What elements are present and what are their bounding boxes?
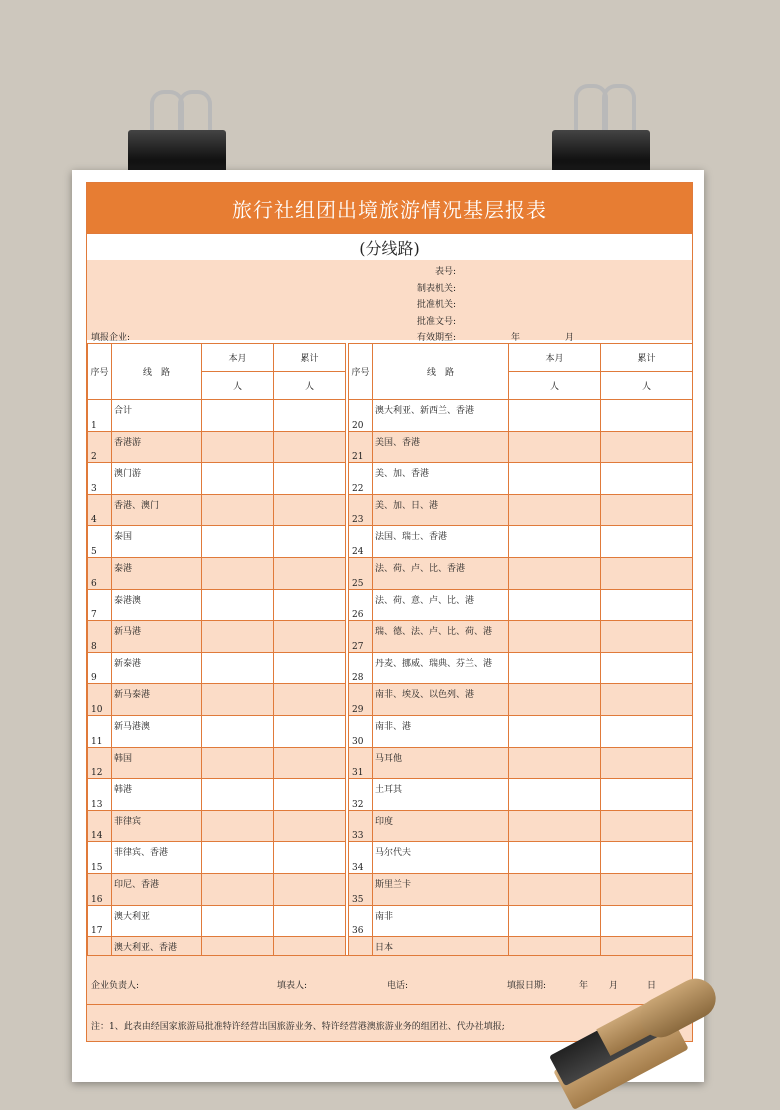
row-number: 2 <box>88 431 112 463</box>
cumulative-cell[interactable] <box>274 873 346 905</box>
row-number: 4 <box>88 494 112 526</box>
row-number: 28 <box>349 652 373 684</box>
table-row <box>349 747 693 779</box>
this-month-cell[interactable] <box>509 684 601 716</box>
phone-label: 电话: <box>387 981 409 991</box>
route-name: 法国、瑞士、香港 <box>373 526 509 558</box>
this-month-cell[interactable] <box>202 557 274 589</box>
report-info-block <box>87 260 692 343</box>
cumulative-cell[interactable] <box>601 463 693 495</box>
cumulative-cell[interactable] <box>274 589 346 621</box>
row-number: 1 <box>88 400 112 432</box>
this-month-cell[interactable] <box>202 905 274 937</box>
this-month-cell[interactable] <box>509 526 601 558</box>
table-row <box>349 652 693 684</box>
cumulative-cell[interactable] <box>601 589 693 621</box>
row-number: 24 <box>349 526 373 558</box>
info-year-label: 年 <box>511 333 521 343</box>
route-name: 新马港澳 <box>112 715 202 747</box>
report-frame <box>86 182 693 1042</box>
table-row <box>88 747 346 779</box>
this-month-cell[interactable] <box>202 494 274 526</box>
this-month-cell[interactable] <box>509 747 601 779</box>
this-month-cell[interactable] <box>202 842 274 874</box>
table-row <box>349 589 693 621</box>
row-number: 21 <box>349 431 373 463</box>
table-row <box>349 715 693 747</box>
route-name: 斯里兰卡 <box>373 873 509 905</box>
row-number: 6 <box>88 557 112 589</box>
form-no-label: 表号: <box>434 267 456 277</box>
this-month-cell[interactable] <box>509 589 601 621</box>
cumulative-cell[interactable] <box>601 621 693 653</box>
route-table-left <box>87 343 345 955</box>
cumulative-cell[interactable] <box>601 747 693 779</box>
row-number: 14 <box>88 810 112 842</box>
route-name: 印度 <box>373 810 509 842</box>
route-name: 新马泰港 <box>112 684 202 716</box>
route-name: 美、加、日、港 <box>373 494 509 526</box>
row-number: 31 <box>349 747 373 779</box>
route-name: 日本 <box>373 937 509 969</box>
route-name: 南非、港 <box>373 715 509 747</box>
route-name: 香港、澳门 <box>112 494 202 526</box>
cumulative-cell[interactable] <box>274 905 346 937</box>
this-month-cell[interactable] <box>509 810 601 842</box>
row-number: 25 <box>349 557 373 589</box>
route-name: 澳大利亚、香港 <box>112 937 202 969</box>
info-month-label: 月 <box>565 333 575 343</box>
route-header: 线 路 <box>373 344 509 400</box>
row-number: 17 <box>88 905 112 937</box>
cumulative-cell[interactable] <box>601 494 693 526</box>
footer-month-label: 月 <box>609 981 619 991</box>
unit-header: 人 <box>202 372 274 400</box>
route-name: 法、荷、意、卢、比、港 <box>373 589 509 621</box>
this-month-cell[interactable] <box>202 431 274 463</box>
table-row <box>88 652 346 684</box>
row-number: 32 <box>349 779 373 811</box>
route-name: 南非、埃及、以色列、港 <box>373 684 509 716</box>
cumulative-cell[interactable] <box>601 557 693 589</box>
this-month-cell[interactable] <box>509 431 601 463</box>
row-number: 35 <box>349 873 373 905</box>
route-name: 土耳其 <box>373 779 509 811</box>
table-row <box>88 589 346 621</box>
row-number: 7 <box>88 589 112 621</box>
route-name: 法、荷、卢、比、香港 <box>373 557 509 589</box>
approver-label: 批准机关: <box>416 300 456 310</box>
row-number: 26 <box>349 589 373 621</box>
this-month-cell[interactable] <box>509 463 601 495</box>
note-text: 注：1、此表由经国家旅游局批准特许经营出国旅游业务、特许经营港澳旅游业务的组团社、代办社填报; <box>91 1022 505 1032</box>
unit-header: 人 <box>509 372 601 400</box>
route-name: 菲律宾、香港 <box>112 842 202 874</box>
table-row <box>88 810 346 842</box>
route-name: 泰国 <box>112 526 202 558</box>
this-month-cell[interactable] <box>202 779 274 811</box>
this-month-cell[interactable] <box>509 779 601 811</box>
cumulative-cell[interactable] <box>274 715 346 747</box>
this-month-cell[interactable] <box>509 621 601 653</box>
this-month-cell[interactable] <box>202 463 274 495</box>
route-table <box>87 343 692 955</box>
route-name: 美、加、香港 <box>373 463 509 495</box>
this-month-cell[interactable] <box>202 684 274 716</box>
row-number: 33 <box>349 810 373 842</box>
row-number: 11 <box>88 715 112 747</box>
route-name: 澳大利亚 <box>112 905 202 937</box>
cumulative-cell[interactable] <box>601 400 693 432</box>
route-name: 新泰港 <box>112 652 202 684</box>
cumulative-cell[interactable] <box>274 494 346 526</box>
cumulative-cell[interactable] <box>274 431 346 463</box>
table-row <box>88 557 346 589</box>
row-number: 23 <box>349 494 373 526</box>
table-row <box>88 526 346 558</box>
route-name: 马尔代夫 <box>373 842 509 874</box>
this-month-cell[interactable] <box>202 400 274 432</box>
valid-until-label: 有效期至: <box>416 333 456 343</box>
route-name: 印尼、香港 <box>112 873 202 905</box>
table-row <box>88 715 346 747</box>
seq-header: 序号 <box>349 344 373 400</box>
cumulative-cell[interactable] <box>274 652 346 684</box>
cumulative-cell[interactable] <box>274 747 346 779</box>
row-number: 34 <box>349 842 373 874</box>
table-row <box>88 873 346 905</box>
route-name: 澳门游 <box>112 463 202 495</box>
this-month-cell[interactable] <box>509 873 601 905</box>
table-row <box>349 810 693 842</box>
cumulative-cell[interactable] <box>274 684 346 716</box>
this-month-cell[interactable] <box>509 494 601 526</box>
row-number: 27 <box>349 621 373 653</box>
this-month-cell[interactable] <box>202 715 274 747</box>
table-row <box>88 779 346 811</box>
cumulative-cell[interactable] <box>601 526 693 558</box>
route-table-right <box>348 343 692 955</box>
this-month-cell[interactable] <box>202 652 274 684</box>
row-number: 22 <box>349 463 373 495</box>
route-header: 线 路 <box>112 344 202 400</box>
this-month-cell[interactable] <box>509 905 601 937</box>
table-row <box>349 842 693 874</box>
row-number: 30 <box>349 715 373 747</box>
wooden-stamp <box>548 980 780 1102</box>
table-row <box>88 621 346 653</box>
cumulative-header: 累计 <box>601 344 693 372</box>
this-month-cell[interactable] <box>202 810 274 842</box>
row-number: 29 <box>349 684 373 716</box>
this-month-cell[interactable] <box>509 557 601 589</box>
table-row <box>349 463 693 495</box>
this-month-cell[interactable] <box>509 652 601 684</box>
row-number: 16 <box>88 873 112 905</box>
row-number: 36 <box>349 905 373 937</box>
report-subtitle: (分线路) <box>87 233 692 261</box>
this-month-cell[interactable] <box>509 715 601 747</box>
approval-no-label: 批准文号: <box>416 317 456 327</box>
route-name: 韩国 <box>112 747 202 779</box>
table-row <box>349 526 693 558</box>
table-row <box>88 905 346 937</box>
route-name: 瑞、德、法、卢、比、荷、港 <box>373 621 509 653</box>
row-number: 5 <box>88 526 112 558</box>
row-number: 13 <box>88 779 112 811</box>
route-name: 香港游 <box>112 431 202 463</box>
row-number: 8 <box>88 621 112 653</box>
issuer-label: 制表机关: <box>416 284 456 294</box>
unit-header: 人 <box>601 372 693 400</box>
enterprise-label: 填报企业: <box>91 333 131 343</box>
route-name: 马耳他 <box>373 747 509 779</box>
cumulative-cell[interactable] <box>601 842 693 874</box>
table-row <box>349 621 693 653</box>
table-row <box>88 842 346 874</box>
this-month-cell[interactable] <box>202 621 274 653</box>
report-sheet <box>72 170 704 1082</box>
table-row <box>349 431 693 463</box>
row-number: 12 <box>88 747 112 779</box>
cumulative-cell[interactable] <box>601 715 693 747</box>
footer-day-label: 日 <box>647 981 657 991</box>
cumulative-cell[interactable] <box>274 810 346 842</box>
cumulative-cell[interactable] <box>601 873 693 905</box>
table-row <box>349 400 693 432</box>
cumulative-cell[interactable] <box>601 810 693 842</box>
table-row <box>349 557 693 589</box>
footer-year-label: 年 <box>579 981 589 991</box>
route-name: 丹麦、挪威、瑞典、芬兰、港 <box>373 652 509 684</box>
route-name: 菲律宾 <box>112 810 202 842</box>
route-name: 新马港 <box>112 621 202 653</box>
cumulative-cell[interactable] <box>274 526 346 558</box>
cumulative-cell[interactable] <box>601 779 693 811</box>
report-title: 旅行社组团出境旅游情况基层报表 <box>87 183 692 233</box>
cumulative-header: 累计 <box>274 344 346 372</box>
fill-date-label: 填报日期: <box>507 981 547 991</box>
seq-header: 序号 <box>88 344 112 400</box>
route-name: 合计 <box>112 400 202 432</box>
route-name: 泰港澳 <box>112 589 202 621</box>
cumulative-cell[interactable] <box>601 905 693 937</box>
table-row <box>349 494 693 526</box>
cumulative-cell[interactable] <box>274 557 346 589</box>
table-row <box>88 400 346 432</box>
table-row <box>349 905 693 937</box>
cumulative-cell[interactable] <box>601 684 693 716</box>
row-number: 3 <box>88 463 112 495</box>
cumulative-cell[interactable] <box>274 842 346 874</box>
unit-header: 人 <box>274 372 346 400</box>
route-name: 澳大利亚、新西兰、香港 <box>373 400 509 432</box>
cumulative-cell[interactable] <box>274 463 346 495</box>
this-month-cell[interactable] <box>202 589 274 621</box>
table-row <box>88 494 346 526</box>
cumulative-cell[interactable] <box>274 779 346 811</box>
table-row <box>88 431 346 463</box>
this-month-cell[interactable] <box>202 873 274 905</box>
table-row <box>349 684 693 716</box>
row-number: 10 <box>88 684 112 716</box>
table-row <box>88 463 346 495</box>
cumulative-cell[interactable] <box>601 431 693 463</box>
this-month-cell[interactable] <box>509 842 601 874</box>
table-row <box>88 684 346 716</box>
cumulative-cell[interactable] <box>601 652 693 684</box>
this-month-cell[interactable] <box>509 400 601 432</box>
row-number: 15 <box>88 842 112 874</box>
route-name: 韩港 <box>112 779 202 811</box>
route-name: 泰港 <box>112 557 202 589</box>
table-row <box>349 873 693 905</box>
cumulative-cell[interactable] <box>274 400 346 432</box>
row-number: 9 <box>88 652 112 684</box>
filler-label: 填表人: <box>277 981 308 991</box>
this-month-cell[interactable] <box>202 747 274 779</box>
table-row <box>349 779 693 811</box>
cumulative-cell[interactable] <box>274 621 346 653</box>
row-number: 20 <box>349 400 373 432</box>
this-month-header: 本月 <box>202 344 274 372</box>
route-name: 美国、香港 <box>373 431 509 463</box>
this-month-cell[interactable] <box>202 526 274 558</box>
this-month-header: 本月 <box>509 344 601 372</box>
principal-label: 企业负责人: <box>91 981 140 991</box>
route-name: 南非 <box>373 905 509 937</box>
